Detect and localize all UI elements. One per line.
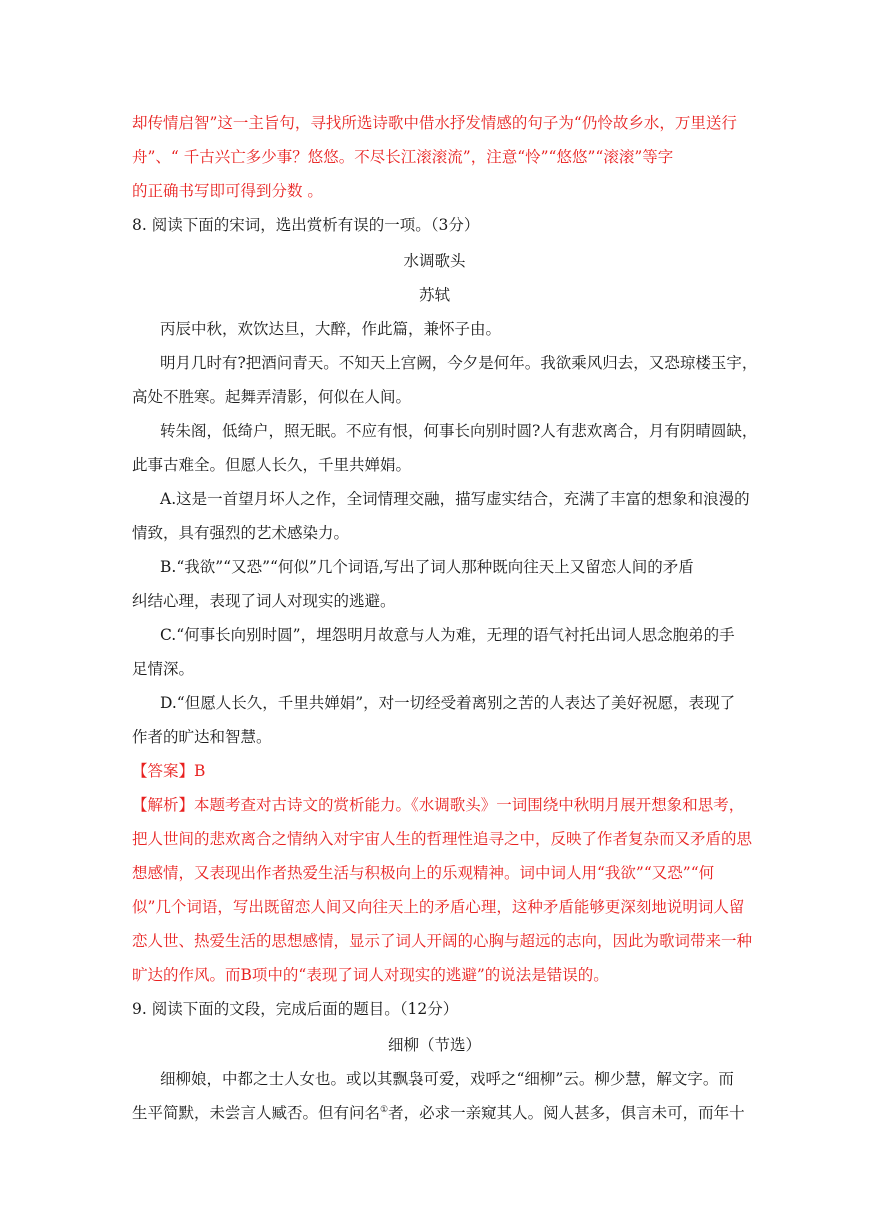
q8-analysis-line-1: 【解析】本题考查对古诗文的赏析能力。《水调歌头》一词围绕中秋明月展开想象和思考， bbox=[132, 796, 745, 814]
poem-title: 水调歌头 bbox=[403, 252, 466, 270]
q8-analysis-line-6: 旷达的作风。而B项中的“表现了词人对现实的逃避”的说法是错误的。 bbox=[132, 966, 609, 984]
poem-stanza2-line1: 转朱阁，低绮户，照无眠。不应有恨，何事长向别时圆?人有悲欢离合，月有阴晴圆缺， bbox=[160, 422, 758, 440]
poem-stanza1-line2: 高处不胜寒。起舞弄清影，何似在人间。 bbox=[132, 388, 412, 406]
q7-analysis-line-1: 却传情启智”这一主旨句，寻找所选诗歌中借水抒发情感的句子为“仍怜故乡水，万里送行 bbox=[132, 114, 737, 132]
q8-analysis-line-5: 恋人世、热爱生活的思想感情，显示了词人开阔的心胸与超远的志向，因此为歌词带来一种 bbox=[132, 932, 753, 950]
q8-answer: 【答案】B bbox=[132, 762, 206, 780]
option-d-line1: D.“但愿人长久，千里共婵娟”，对一切经受着离别之苦的人表达了美好祝愿，表现了 bbox=[160, 694, 736, 712]
option-b-line2: 纠结心理，表现了词人对现实的逃避。 bbox=[132, 592, 396, 610]
passage-line-2 bbox=[132, 1103, 745, 1123]
option-b-line1: B.“我欲”“又恐”“何似”几个词语,写出了词人那种既向往天上又留恋人间的矛盾 bbox=[160, 558, 694, 576]
q8-analysis-line-2: 把人世间的悲欢离合之情纳入对宇宙人生的哲理性追寻之中，反映了作者复杂而又矛盾的思 bbox=[132, 830, 753, 848]
poem-author: 苏轼 bbox=[418, 286, 450, 304]
q8-analysis-line-4: 似”几个词语，写出既留恋人间又向往天上的矛盾心理，这种矛盾能够更深刻地说明词人留 bbox=[132, 898, 745, 916]
passage-title: 细柳（节选） bbox=[387, 1036, 481, 1054]
passage-line-2-part-b: 者，必求一亲窥其人。阅人甚多，俱言未可，而年十 bbox=[388, 1104, 745, 1122]
q8-question: 8. 阅读下面的宋词，选出赏析有误的一项。（3分） bbox=[132, 216, 480, 234]
passage-line-1: 细柳娘，中都之士人女也。或以其飘袅可爱，戏呼之“细柳”云。柳少慧，解文字。而 bbox=[160, 1070, 734, 1088]
option-a-line2: 情致，具有强烈的艺术感染力。 bbox=[132, 524, 350, 542]
option-c-line2: 足情深。 bbox=[132, 660, 195, 678]
poem-stanza1-line1: 明月几时有?把酒问青天。不知天上宫阙，今夕是何年。我欲乘风归去，又恐琼楼玉宇， bbox=[160, 354, 758, 372]
option-c-line1: C.“何事长向别时圆”，埋怨明月故意与人为难，无理的语气衬托出词人思念胞弟的手 bbox=[160, 626, 735, 644]
footnote-marker: ① bbox=[380, 1105, 389, 1115]
poem-stanza2-line2: 此事古难全。但愿人长久，千里共婵娟。 bbox=[132, 456, 412, 474]
q7-analysis-line-3: 的正确书写即可得到分数 。 bbox=[132, 182, 323, 200]
passage-line-2-part-a: 生平简默，未尝言人臧否。但有问名 bbox=[132, 1104, 381, 1122]
q8-analysis-line-3: 想感情，又表现出作者热爱生活与积极向上的乐观精神。词中词人用“我欲”“又恐”“何 bbox=[132, 864, 715, 882]
option-a-line1: A.这是一首望月坏人之作，全词情理交融，描写虚实结合，充满了丰富的想象和浪漫的 bbox=[160, 490, 750, 508]
option-d-line2: 作者的旷达和智慧。 bbox=[132, 728, 272, 746]
q9-question: 9. 阅读下面的文段，完成后面的题目。（12分） bbox=[132, 1000, 459, 1018]
poem-preface: 丙辰中秋，欢饮达旦，大醉，作此篇，兼怀子由。 bbox=[160, 320, 502, 338]
q7-analysis-line-2: 舟”、“ 千古兴亡多少事？悠悠。不尽长江滚滚流”，注意“怜”“悠悠”“滚滚”等字 bbox=[132, 148, 674, 166]
